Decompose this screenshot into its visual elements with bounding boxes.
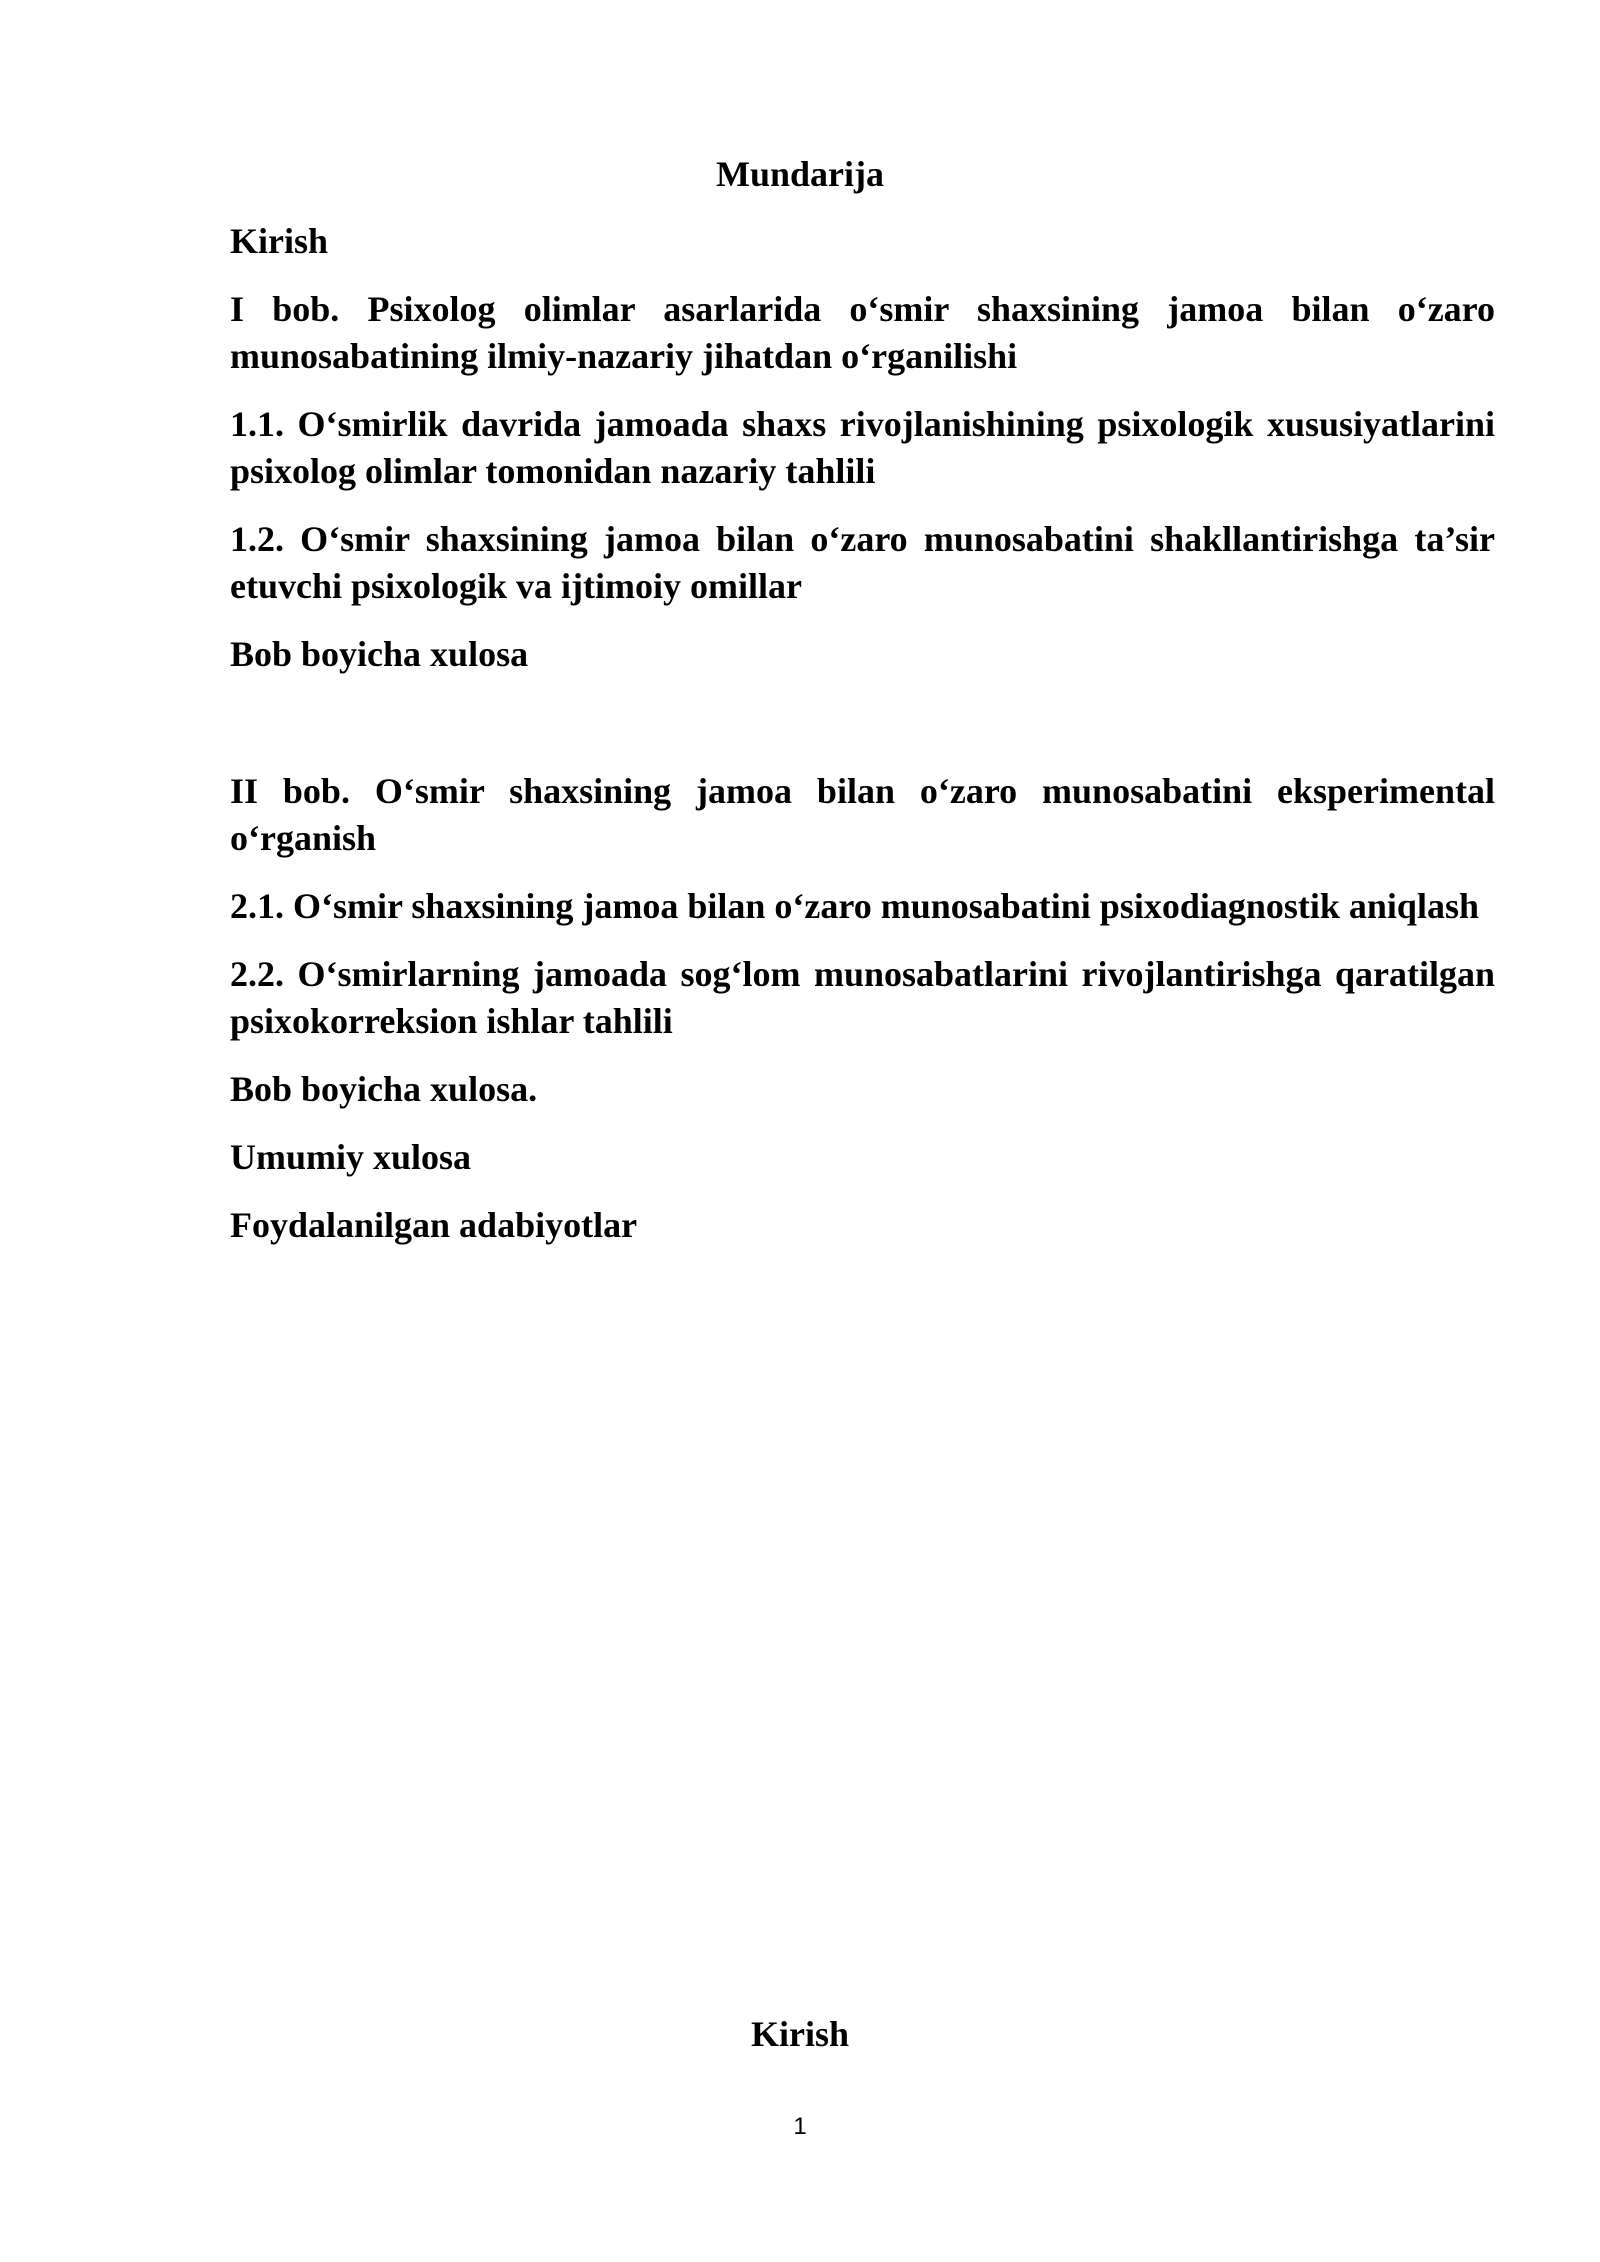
toc-item-chapter-1-conclusion: Bob boyicha xulosa — [230, 634, 529, 674]
toc-item-kirish: Kirish — [230, 221, 329, 261]
toc-item-chapter-2-conclusion: Bob boyicha xulosa. — [230, 1069, 538, 1109]
section-heading: Kirish — [750, 2014, 849, 2054]
table-of-contents — [230, 218, 1495, 1270]
toc-item-references: Foydalanilgan adabiyotlar — [230, 1205, 638, 1245]
toc-item-2-1: 2.1. O‘smir shaxsining jamoa bilan o‘zaro munosabatini psixodiagnostik aniqlash — [230, 886, 1479, 926]
toc-item-general-conclusion: Umumiy xulosa — [230, 1137, 472, 1177]
toc-item-1-1: 1.1. O‘smirlik davrida jamoada shaxs rivojlanishining psixologik xususiyatlarini psixolog olimlar tomonidan nazariy tahlili — [230, 404, 1495, 491]
toc-item-chapter-1: I bob. Psixolog olimlar asarlarida o‘smir shaxsining jamoa bilan o‘zaro munosabatining ilmiy-nazariy jihatdan o‘rganilishi — [230, 289, 1495, 376]
page-title: Mundarija — [715, 154, 884, 194]
toc-item-1-2: 1.2. O‘smir shaxsining jamoa bilan o‘zaro munosabatini shakllantirishga ta’sir etuvchi psixologik va ijtimoiy omillar — [230, 519, 1495, 606]
toc-item-2-2: 2.2. O‘smirlarning jamoada sog‘lom munosabatlarini rivojlantirishga qaratilgan psixokorreksion ishlar tahlili — [230, 954, 1495, 1041]
page-number: 1 — [793, 2113, 807, 2140]
toc-item-chapter-2: II bob. O‘smir shaxsining jamoa bilan o‘zaro munosabatini eksperimental o‘rganish — [230, 771, 1495, 858]
